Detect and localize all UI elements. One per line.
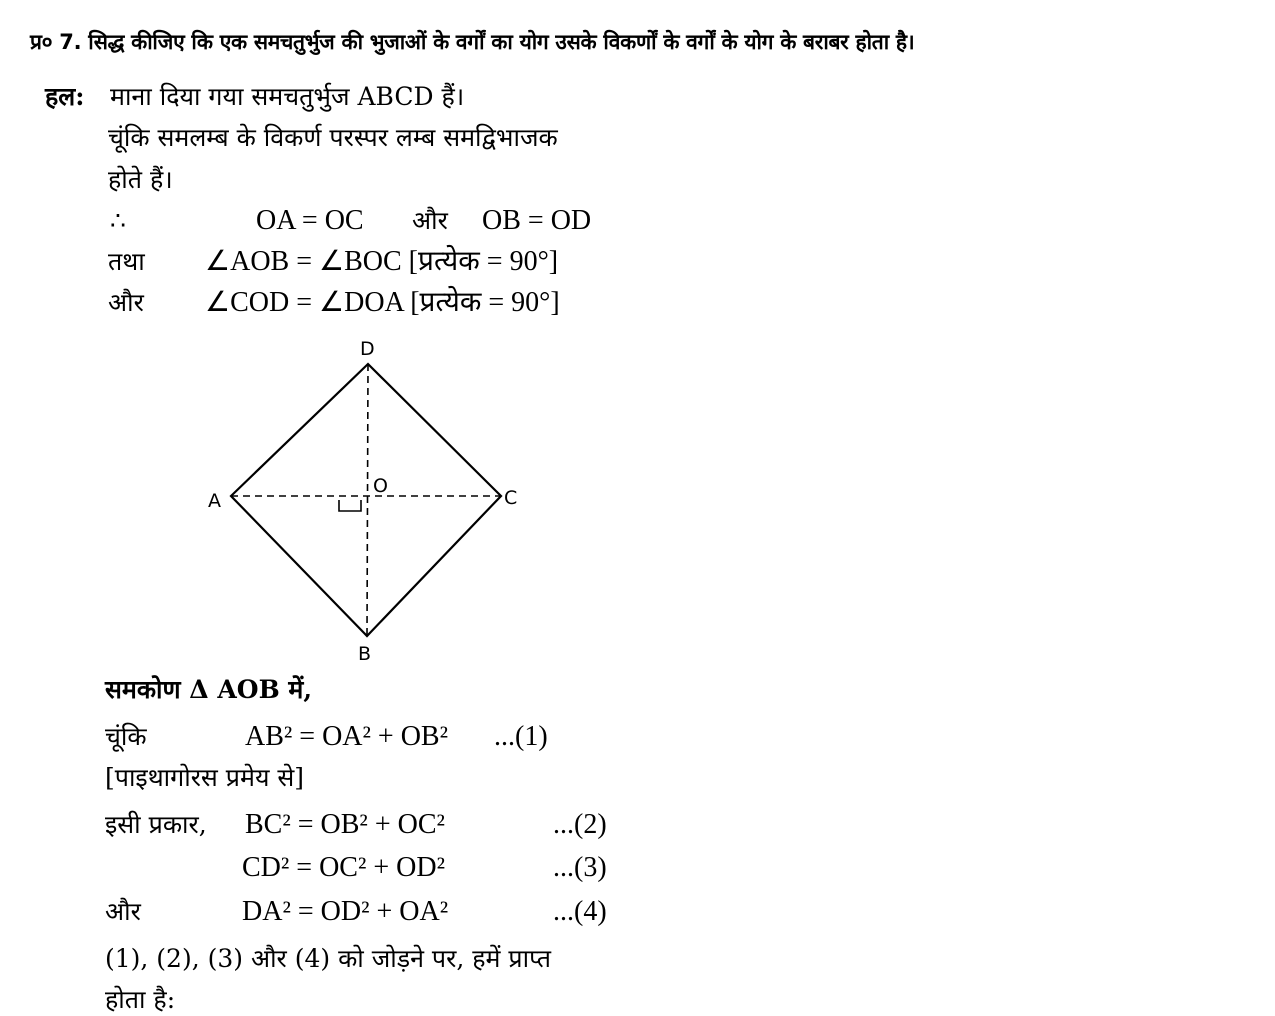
equation-ob-od: OB = OD bbox=[482, 205, 592, 236]
equation-4: DA² = OD² + OA² bbox=[242, 896, 449, 927]
adding-line-1: (1), (2), (3) और (4) को जोड़ने पर, हमें प्राप्त bbox=[105, 944, 552, 973]
adding-line-2: होता है: bbox=[105, 985, 176, 1014]
vertex-label-b: B bbox=[358, 643, 372, 665]
solution-label: हल: bbox=[45, 82, 85, 111]
equation-1: AB² = OA² + OB² bbox=[245, 721, 448, 752]
equation-1-number: ...(1) bbox=[494, 721, 548, 752]
vertex-label-c: C bbox=[504, 487, 518, 509]
word-chunki: चूंकि bbox=[105, 722, 147, 751]
word-isi-prakar: इसी प्रकार, bbox=[105, 810, 207, 839]
diagonal-bd bbox=[367, 364, 368, 636]
word-aur-3: और bbox=[105, 897, 141, 926]
word-aur-2: और bbox=[108, 288, 144, 317]
equation-oa-oc: OA = OC bbox=[256, 205, 364, 236]
equation-2: BC² = OB² + OC² bbox=[245, 809, 445, 840]
question-text: प्र० 7. सिद्ध कीजिए कि एक समचतुर्भुज की भुजाओं के वर्गों का योग उसके विकर्णों के वर्गों के योग के बराबर होता है। bbox=[30, 30, 915, 54]
proof-heading: समकोण Δ AOB में, bbox=[105, 675, 313, 704]
solution-line-2: चूंकि समलम्ब के विकर्ण परस्पर लम्ब समद्विभाजक bbox=[108, 123, 558, 152]
equation-3: CD² = OC² + OD² bbox=[242, 852, 445, 883]
center-label-o: O bbox=[373, 475, 388, 497]
right-angle-mark bbox=[339, 500, 361, 511]
solution-line-1: माना दिया गया समचतुर्भुज ABCD हैं। bbox=[110, 82, 465, 111]
equation-2-number: ...(2) bbox=[553, 809, 607, 840]
pythagoras-note: [पाइथागोरस प्रमेय से] bbox=[105, 763, 305, 792]
vertex-label-a: A bbox=[208, 490, 221, 512]
rhombus-outline bbox=[231, 364, 501, 636]
word-tatha: तथा bbox=[108, 247, 145, 276]
equation-angle-cod: ∠COD = ∠DOA [प्रत्येक = 90°] bbox=[205, 287, 560, 318]
equation-4-number: ...(4) bbox=[553, 896, 607, 927]
equation-3-number: ...(3) bbox=[553, 852, 607, 883]
therefore-symbol: ∴ bbox=[110, 206, 126, 235]
rhombus-diagram bbox=[195, 330, 535, 670]
solution-line-3: होते हैं। bbox=[108, 165, 173, 194]
vertex-label-d: D bbox=[360, 338, 375, 360]
equation-angle-aob: ∠AOB = ∠BOC [प्रत्येक = 90°] bbox=[205, 246, 559, 277]
word-aur-1: और bbox=[412, 206, 448, 235]
